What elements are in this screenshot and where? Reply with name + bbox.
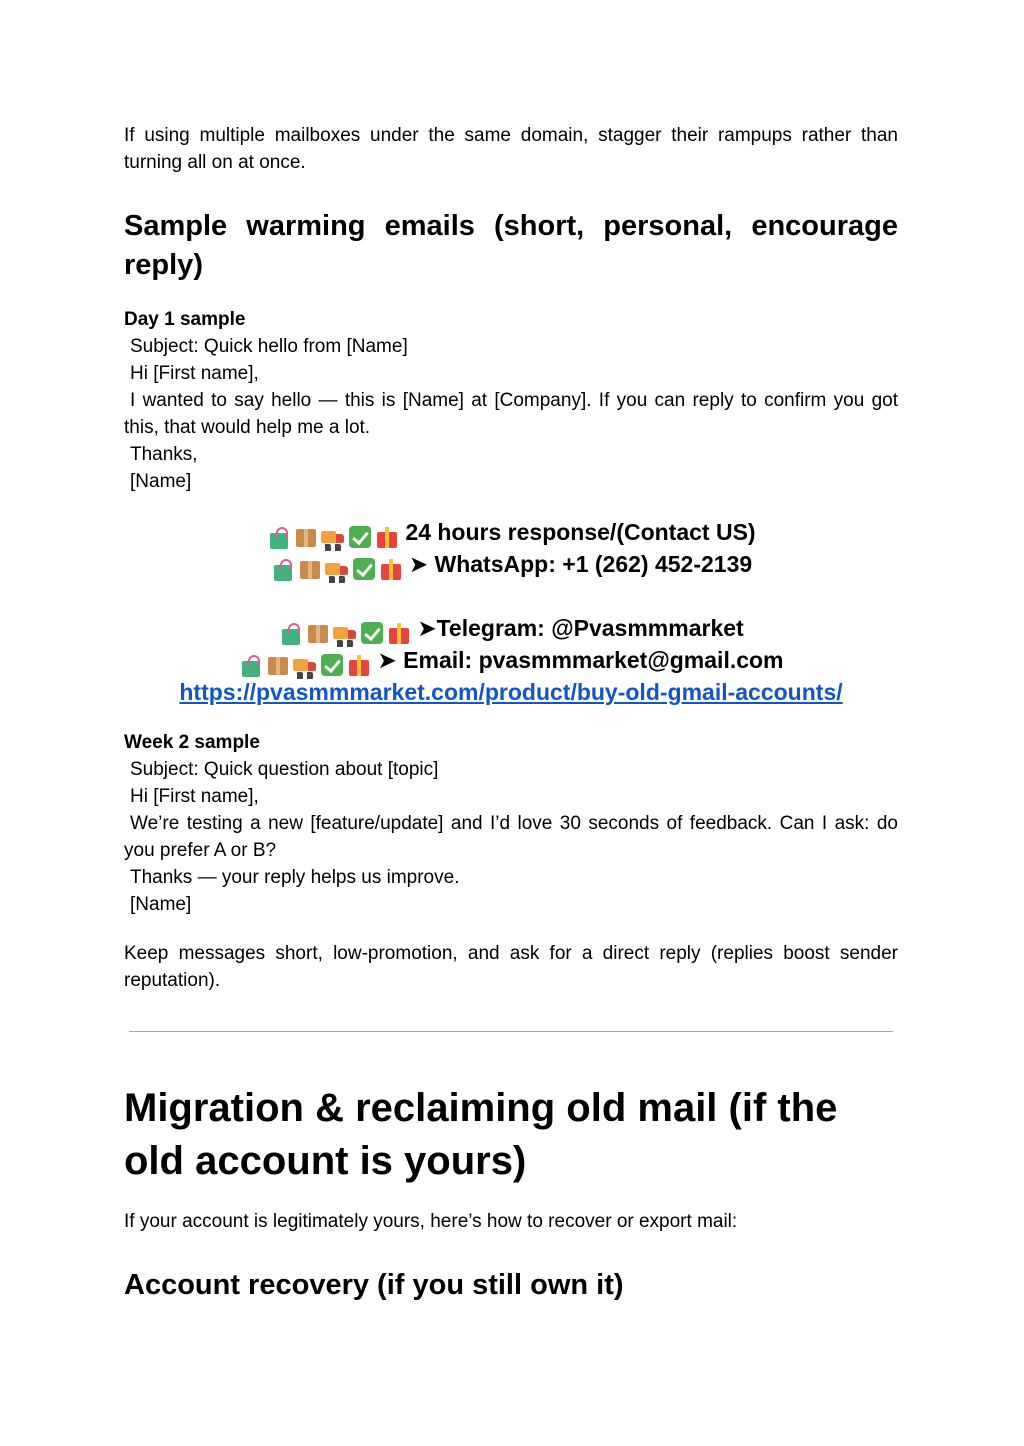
emoji-group	[238, 647, 373, 679]
whatsapp-text: WhatsApp: +1 (262) 452-2139	[434, 551, 753, 577]
product-link[interactable]: https://pvasmmmarket.com/product/buy-old-gmail-accounts/	[179, 679, 843, 705]
closing-paragraph: Keep messages short, low-promotion, and ask for a direct reply (replies boost sender reputation).	[124, 943, 898, 991]
email-text: Email: pvasmmmarket@gmail.com	[403, 647, 784, 673]
week2-greeting: Hi [First name],	[130, 786, 259, 807]
week2-subject: Subject: Quick question about [topic]	[130, 759, 439, 780]
day1-greeting: Hi [First name],	[130, 363, 259, 384]
day1-body-text: I wanted to say hello — this is [Name] at [Company]. If you can reply to confirm you got this, that would help me a lot.	[124, 390, 898, 438]
gift-icon	[386, 620, 412, 646]
day1-subject: Subject: Quick hello from [Name]	[130, 336, 408, 357]
week2-name: [Name]	[130, 894, 192, 915]
telegram-text: Telegram: @Pvasmmmarket	[436, 615, 744, 641]
arrow-icon: ➤	[408, 552, 429, 578]
week2-body	[124, 810, 898, 864]
shopping-bags-icon	[238, 652, 264, 678]
shopping-bags-icon	[278, 620, 304, 646]
arrow-icon: ➤	[417, 616, 437, 642]
arrow-icon: ➤	[377, 648, 397, 674]
package-icon	[265, 652, 291, 678]
check-mark-icon	[319, 652, 345, 678]
contact-email-line	[124, 644, 898, 679]
delivery-truck-icon	[324, 556, 350, 582]
contact-telegram-line	[124, 612, 898, 647]
day1-name: [Name]	[130, 471, 192, 492]
delivery-truck-icon	[292, 652, 318, 678]
migration-paragraph: If your account is legitimately yours, here’s how to recover or export mail:	[124, 1211, 738, 1232]
contact-link-line	[124, 676, 898, 708]
shopping-bags-icon	[270, 556, 296, 582]
response-text: 24 hours response/(Contact US)	[405, 519, 756, 545]
recovery-heading: Account recovery (if you still own it)	[124, 1269, 624, 1301]
emoji-group	[278, 615, 413, 647]
package-icon	[305, 620, 331, 646]
check-mark-icon	[359, 620, 385, 646]
day1-signoff: Thanks,	[130, 444, 198, 465]
package-icon	[297, 556, 323, 582]
week2-label: Week 2 sample	[124, 732, 260, 753]
gift-icon	[378, 556, 404, 582]
day1-label: Day 1 sample	[124, 309, 246, 330]
horizontal-divider	[129, 1031, 893, 1032]
contact-response-line	[124, 516, 898, 551]
week2-signoff: Thanks — your reply helps us improve.	[130, 867, 460, 888]
emoji-group	[270, 551, 405, 583]
emoji-group	[266, 519, 401, 551]
check-mark-icon	[351, 556, 377, 582]
sample-warming-heading: Sample warming emails (short, personal, encourage reply)	[124, 210, 898, 281]
delivery-truck-icon	[332, 620, 358, 646]
delivery-truck-icon	[320, 524, 346, 550]
migration-heading: Migration & reclaiming old mail (if the old account is yours)	[124, 1086, 838, 1183]
day1-body	[124, 387, 898, 441]
shopping-bags-icon	[266, 524, 292, 550]
intro-paragraph: If using multiple mailboxes under the same domain, stagger their rampups rather than turning all on at once.	[124, 125, 898, 173]
contact-whatsapp-line	[124, 548, 898, 583]
week2-body-text: We’re testing a new [feature/update] and I’d love 30 seconds of feedback. Can I ask: do you prefer A or B?	[124, 813, 898, 861]
package-icon	[293, 524, 319, 550]
week2-sample	[124, 729, 898, 918]
gift-icon	[374, 524, 400, 550]
check-mark-icon	[347, 524, 373, 550]
day1-sample	[124, 306, 898, 495]
gift-icon	[346, 652, 372, 678]
